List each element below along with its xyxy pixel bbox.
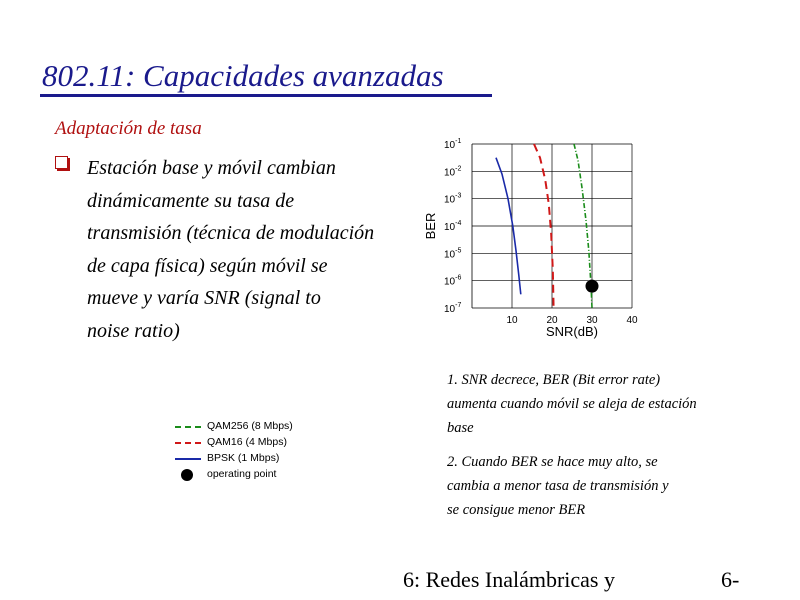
- legend-label: QAM16 (4 Mbps): [207, 436, 287, 448]
- note-line: base: [447, 420, 474, 436]
- footer-page: 6-: [721, 567, 740, 592]
- y-tick-label: $10^{-5}$: [444, 247, 462, 261]
- slide-title: 802.11: Capacidades avanzadas: [42, 58, 444, 93]
- footer-chapter: 6: Redes Inalámbricas y: [403, 567, 615, 592]
- note-line: aumenta cuando móvil se aleja de estación: [447, 396, 697, 412]
- y-tick-label: $10^{-1}$: [444, 138, 462, 151]
- subtitle: Adaptación de tasa: [55, 118, 202, 139]
- bullet-line: noise ratio): [87, 319, 180, 342]
- y-tick-label: $10^{-2}$: [444, 165, 462, 179]
- note-line: se consigue menor BER: [447, 502, 586, 518]
- note-line: 1. SNR decrece, BER (Bit error rate): [447, 372, 661, 388]
- bullet-line: transmisión (técnica de modulación: [87, 222, 375, 244]
- legend-swatch-bpsk: [175, 458, 201, 460]
- legend-swatch-qam256: [175, 426, 201, 428]
- bullet-line: dinámicamente su tasa de: [87, 189, 295, 212]
- x-tick-label: 30: [586, 315, 598, 326]
- legend-label: operating point: [207, 468, 277, 480]
- ber-snr-chart: [410, 128, 670, 348]
- bullet-line: de capa física) según móvil se: [87, 254, 328, 277]
- bullet-text: [87, 152, 427, 347]
- bullet-line: mueve y varía SNR (signal to: [87, 287, 321, 309]
- note-1: [447, 368, 767, 440]
- bullet-square-icon: [55, 156, 68, 169]
- y-axis-label: BER: [423, 212, 438, 240]
- operating-point-marker: [586, 280, 599, 293]
- y-tick-label: $10^{-4}$: [444, 220, 462, 233]
- y-tick-label: $10^{-3}$: [444, 192, 462, 206]
- legend-label: BPSK (1 Mbps): [207, 452, 280, 464]
- x-tick-label: 40: [626, 315, 638, 326]
- title-underline: [40, 94, 492, 97]
- y-tick-label: $10^{-7}$: [444, 302, 462, 315]
- note-line: cambia a menor tasa de transmisión y: [447, 478, 669, 494]
- x-tick-label: 20: [546, 315, 558, 326]
- legend-label: QAM256 (8 Mbps): [207, 420, 293, 432]
- note-line: 2. Cuando BER se hace muy alto, se: [447, 454, 658, 470]
- x-tick-label: 10: [506, 315, 518, 326]
- x-axis-label: SNR(dB): [545, 324, 599, 339]
- y-tick-label: $10^{-6}$: [444, 274, 462, 288]
- bullet-line: Estación base y móvil cambian: [87, 157, 336, 179]
- legend-swatch-qam16: [175, 442, 201, 444]
- note-2: [447, 450, 767, 522]
- operating-point-dot-icon: [181, 469, 193, 481]
